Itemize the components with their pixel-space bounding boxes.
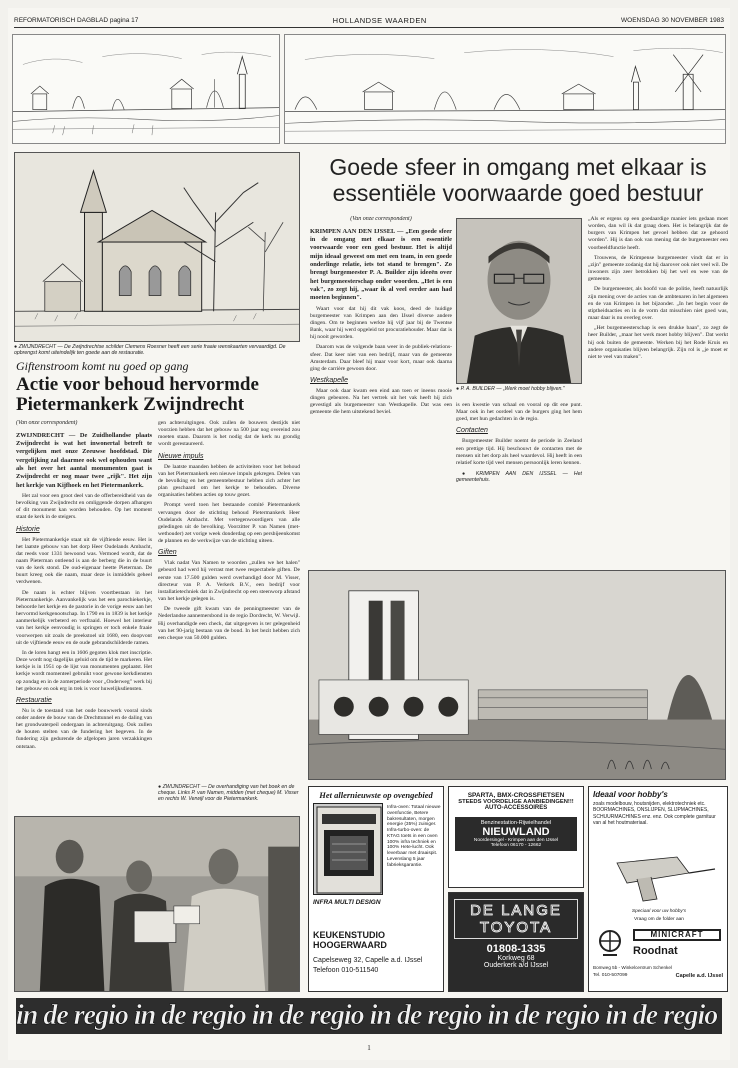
header-left: REFORMATORISCH DAGBLAD pagina 17	[14, 17, 139, 24]
ad3-name1: DE LANGE	[470, 902, 562, 919]
left-body7: De laatste maanden hebben de activiteiten voor het behoud van het Pietermankerk een nieuwe impuls gekregen. Delen van de bevolking en het gemeentebestuur hebben zich achter het plan geschaard om het kerkje te behouden. Diverse organisaties hebben acties op touw gezet.	[158, 463, 300, 499]
ad4-title: Ideaal voor hobby's	[593, 790, 668, 799]
left-byline: (Van onze correspondent)	[16, 420, 78, 426]
footer-banner-text: in de regio in de regio in de regio in de regio in de regio in de regio	[16, 1000, 718, 1031]
ad3-name2: TOYOTA	[479, 919, 553, 936]
ad2-line1: SPARTA, BMX-CROSSFIETSEN	[467, 792, 565, 799]
ad4-city: Capelle a.d. IJssel	[675, 973, 723, 979]
ad3-logo-box	[454, 899, 578, 939]
right-col4-body1: „Als er ergens op een goedaardige manier iets gedaan moet worden, dan wil ik dat graag doen. Het is belangrijk dat de burgers van Krimpen het gevoel hebben dat ze gehoord worden". Hij is dan ook van mening dat de burgemeester een voorbeeldfunctie heeft.	[588, 216, 728, 251]
roodnat-logo-icon	[595, 927, 625, 959]
ad2-line4: Benzinestation-Rijwielhandel	[480, 820, 552, 826]
ad3-street: Korkweg 68	[497, 955, 535, 962]
right-article-col3	[456, 402, 582, 568]
left-body9: Vlak nadat Van Namen te woorden „zullen we het halen" gebeurd had werd hij verrast met twee respectabele giften. De eerste van 17.500 gulden werd overhandigd door M. Visser, directeur van P. A. Verkerk B.V., een bedrijf voor installatietechniek dat in Zwijndrecht op een steenworp afstand van het kerkje gelegen is.	[158, 560, 300, 603]
right-headline: Goede sfeer in omgang met elkaar is essentiële voorwaarde goed bestuur	[329, 154, 707, 207]
sub-contacten: Contacten	[456, 427, 488, 435]
right-col3-body1: is een kwestie van schaal en vooral op dit ene punt. Maar ook in het oordeel van de burgers ging het hem goed, met hun gedachten in de regio.	[456, 402, 582, 423]
ad1-desc: Infra-oven: Totaal nieuwe ovenfunctie, Betere bakresultaten, morgen energie (35%) zuiniger. Infra-turbo-oven: de KTAG toets in een oven 100% infra techniek en 100% Hete-lucht. Ook leverbaar met draaispit. Levenslang 5 jaar fabrieksgarantie.	[387, 805, 441, 868]
ad3-city: Ouderkerk a/d IJssel	[483, 962, 549, 969]
right-body1: Waart voor dat hij dit vak koos, deed de huidige burgemeester van Krimpen aan den IJssel diverse andere dingen. Om te beginnen werkte hij vijf jaar bij de Twentse Bank, waar hij werd opgeleid tot procuratiehouder. Maar dat is hij nooit geworden.	[310, 305, 452, 341]
ad1-title: Het allernieuwste op ovengebied	[319, 790, 433, 800]
ad-roodnat-minicraft[interactable]	[588, 786, 728, 992]
right-intro: KRIMPEN AAN DEN IJSSEL — „Een goede sfeer in de omgang met elkaar is een essentiële voorwaarde voor een goed bestuur. Het is altijd mijn ideaal geweest om met een team, in een goede onderlinge relatie, iets tot stand te brengen". Zo brengt burgemeester P. A. Builder zijn ideeën over het burgemeesterschap onder woorden. „Het is een vak", zo zegt hij, „waar ik al veel eerder aan had moeten beginnen".	[310, 227, 452, 302]
ad2-tel: Telefoon 06170 - 12662	[490, 843, 542, 848]
ad2-line3: AUTO-ACCESSOIRES	[484, 805, 548, 811]
ad-keukenstudio[interactable]	[308, 786, 444, 992]
left-body1: Het zal voor een groot deel van de offerbereidheid van de bevolking van Zwijndrecht en omliggende dorpen afhangen of dit monument kan worden behouden. Op het moment staat de kerk in de steigers.	[16, 492, 152, 521]
drill-image	[597, 843, 721, 903]
newspaper-page	[8, 8, 730, 1060]
right-col3-body2: Burgemeester Builder noemt de periode in Zeeland een prettige tijd. Hij beschouwt de contacten met de mensen uit het dorp als heel waardevol. Hij heeft in een relatief korte tijd veel mensen persoonlijk leren kennen.	[456, 438, 582, 466]
landscape-sketch-right	[284, 34, 726, 144]
townhall-photo-caption: ● KRIMPEN AAN DEN IJSSEL — Het gemeentehuis.	[456, 471, 582, 484]
left-intro: ZWIJNDRECHT — De Zuidhollandse plaats Zwijndrecht is wat het inwonertal betreft te vergelijken met onze Zeeuwse hoofdstad. Die vergelijking zal daarmee ook wel ophouden want als het over het aantal monumenten gaat is Zwijndrecht er nog maar twee „rijk". Het zijn het kerkje van Kijfhoek en het Pietermankerk.	[16, 431, 152, 489]
ad1-logo: INFRA MULTI DESIGN	[313, 899, 381, 906]
ad4-brand: MINICRAFT	[633, 929, 721, 941]
right-body3: Maar ook daar kwam een eind aan toen er ineens mooie dingen gebeuren. Na het vertrek uit het vak heeft hij zich gevestigd als burgemeester van Westkapelle. Dat was een gemeente die hem uitstekend beviel.	[310, 387, 452, 416]
header-center: HOLLANDSE WAARDEN	[332, 16, 427, 25]
left-body3: De naam is echter blijven voortbestaan in het Pietermankerkje. Aanvankelijk was het een parochiekerkje, behoorde het kerkje en de pastorie in de vorige eeuw aan het hervormd kerkgenootschap. In 1790 en in 1839 is het kerkje aanmerkelijk verbeterd en verfraaid. Hoewel het interieur van het kerkje eenvoudig is springen er toch enkele fraaie voorwerpen uit zoals de preekstoel uit 1680, een doopvont uit de vijftiende eeuw en de oude gebrandschilderde ramen.	[16, 589, 152, 646]
left-headline: Actie voor behoud hervormde Pietermankerk Zwijndrecht	[16, 374, 259, 415]
ad-de-lange-toyota[interactable]	[448, 892, 584, 992]
left-body2: Het Pietermankerkje staat uit de vijftiende eeuw. Het is het laatste gebouw van het dorp Heer Oudelands Ambacht, dat reeds voor 1331 bewoond was. Vermoed wordt, dat de naam Pieterman ontleend is aan de berberg die in de buurt van de kerk stond. De oud-eigenaar heette Pieterman. De buurt kreeg ook die naam, maar deze is inmiddels geheel verdwenen.	[16, 536, 152, 586]
sub-historie: Historie	[16, 525, 40, 533]
church-photo-caption: ● ZWIJNDRECHT — De Zwijndrechtse schilder Clemens Roesner heeft een serie fraaie wenskaarten vervaardigd. De opbrengst komt uiteindelijk ten goede aan de restauratie.	[14, 344, 286, 357]
ad4-tel: Tel. 010-507099	[593, 973, 628, 978]
ad3-phone: 01808-1335	[486, 943, 546, 955]
oven-image	[313, 803, 383, 895]
ad2-line2: STEEDS VOORDELIGE AANBIEDINGEN!!!	[458, 799, 574, 805]
mayor-photo-caption: ● P. A. BUILDER — „Werk moet hobby blijven."	[456, 386, 565, 392]
left-article-col1	[16, 420, 152, 834]
header-right: WOENSDAG 30 NOVEMBER 1983	[621, 17, 724, 24]
regio-footer-banner	[16, 998, 722, 1034]
landscape-sketch-left	[12, 34, 280, 144]
right-body2: Daarom was de volgende baan weer in de publiek-relations-sfeer. Dat keer niet van een bedrijf, maar van de gemeente Amsterdam. Daar bleef hij maar voor kort, maar ook daarna ging de carrière gewoon door.	[310, 344, 452, 372]
ad-nieuwland[interactable]	[448, 786, 584, 888]
ad4-special: Speciaal voor uw hobby's	[631, 909, 687, 914]
ad2-addr: Noordersingel - Krimpen aan den IJssel	[473, 838, 559, 843]
ad4-desc: zoals modelbouw, houtsnijden, elektrotechniek etc. BOORMACHINES, ONSLIJPEN, SLIJPMACHINES, SCHUURMACHINES enz. enz. Ook complete garnituur van al het houtmateriaal.	[593, 801, 716, 826]
ad2-black-box	[455, 817, 577, 851]
left-article-col2	[158, 420, 300, 780]
left-body6: gen achteruitgingen. Ook zullen de bouwers destijds niet voorzien hebben dat het gebouw na 500 jaar nog overeind zou moeten staan. Daarom is het nodig dat de kerk nu grondig wordt gerestaureerd.	[158, 420, 300, 448]
church-sketch-photo	[14, 152, 300, 342]
ad1-address: Capelseweg 32, Capelle a.d. IJssel	[313, 957, 423, 964]
ad4-store: Roodnat	[633, 945, 678, 957]
right-col4-body3: De burgemeester, als hoofd van de politie, heeft natuurlijk zijn mening over de acties van de ambtenaren in het algemeen en de van Krimpen in het bijzonder. „In het begin voor de stiptheidsacties en in de vorm dat misschien niet goed was, maar daar is nu overleg over.	[588, 286, 728, 322]
left-body5: Nu is de toestand van het oude bouwwerk vooral sinds onder andere de bouw van de Drechttunnel en de daling van het grondwaterpeil ondergaan in achteruitgang. Ook zullen de houten stelten van de fundering het begeven. In de fundering zijn gedurende de afgelopen jaren verzakkingen ontstaan.	[16, 707, 152, 750]
right-byline: (Van onze correspondent)	[350, 216, 412, 222]
ad4-tag: Vraag om de folder aan	[634, 917, 684, 922]
right-col4-body2: Trouwens, de Krimpense burgemeester vindt dat er in „zijn" gemeente zodanig dat hij daarover ook niet veel wil. De inwoners zijn zeer betrokken bij het wel en wee van de gemeente.	[588, 254, 728, 283]
sub-giften: Giften	[158, 549, 177, 557]
sub-restauratie: Restauratie	[16, 696, 52, 704]
cheque-photo-caption: ● ZWIJNDRECHT — De overhandiging van het boek en de cheque. Links P. van Namen, midden (met cheque) M. Visser en rechts W. Verwijl voor de Pietermankerk.	[158, 784, 299, 803]
right-article-col1	[310, 216, 452, 570]
ad4-addr: Bomweg 5b - Winkelcentrum Schenkel	[593, 965, 672, 970]
cheque-handover-photo	[14, 816, 300, 992]
townhall-photo	[308, 570, 726, 780]
ad1-company: KEUKENSTUDIO HOOGERWAARD	[313, 930, 387, 950]
left-body4: In de loren hangt een in 1606 gegoten klok met inscriptie. Deze wordt nog dagelijks geluid om de tijd te markeren. Het kerkje is in 1951 op de lijst van monumenten geplaatst. Het kerkje wordt momenteel gebruikt voor gewone kerkdiensten op zondag en in de zomerperiode voor „Onderweg" werk bij het gebouw en ook erg in trek is voor huwelijksdiensten.	[16, 649, 152, 692]
left-body10: De tweede gift kwam van de penningmeester van de Nederlandse aannemersbond in de regio Dordrecht, W. Verwijl. Hij overhandigde een check, dat uitgegeven is ter gelegenheid van het 90-jarig bestaan van de bond. In het bezit hebben zich een cheque van 50.000 gulden.	[158, 606, 300, 641]
sub-westkapelle: Westkapelle	[310, 377, 349, 385]
sub-nieuwe-impuls: Nieuwe impuls	[158, 452, 204, 460]
left-body8: Prompt werd toen het bestaande comité Pietermankerk vervangen door de stichting behoud Pietermankerk Heer Oudelands Ambacht. Met vertegenwoordigers van alle geledingen uit de bevolking. Voorzitter P. van Namen (met-wethouder) zet vorige week donderdag op een persbijeenkomst de plannen en de werkwijze van de stichting uiteen.	[158, 502, 300, 545]
right-article-col4	[588, 216, 728, 568]
right-col4-body4: „Het burgemeesterschap is een drukke baan", zo zegt de heer Builder, „maar het werk moet hobby blijven". Dat werkt hij ook buiten de gemeente. Werken bij het Rode Kruis en andere organisaties blijven belangrijk. Zijn rol is „je moet er niet te veel van maken".	[588, 325, 728, 360]
page-number: 1	[367, 1044, 371, 1052]
left-kicker: Giftenstroom komt nu goed op gang	[16, 359, 189, 373]
ad2-name: NIEUWLAND	[482, 826, 550, 838]
mayor-portrait-photo	[456, 218, 582, 384]
page-header	[14, 16, 724, 28]
ad1-phone: Telefoon 010-511540	[313, 967, 379, 974]
